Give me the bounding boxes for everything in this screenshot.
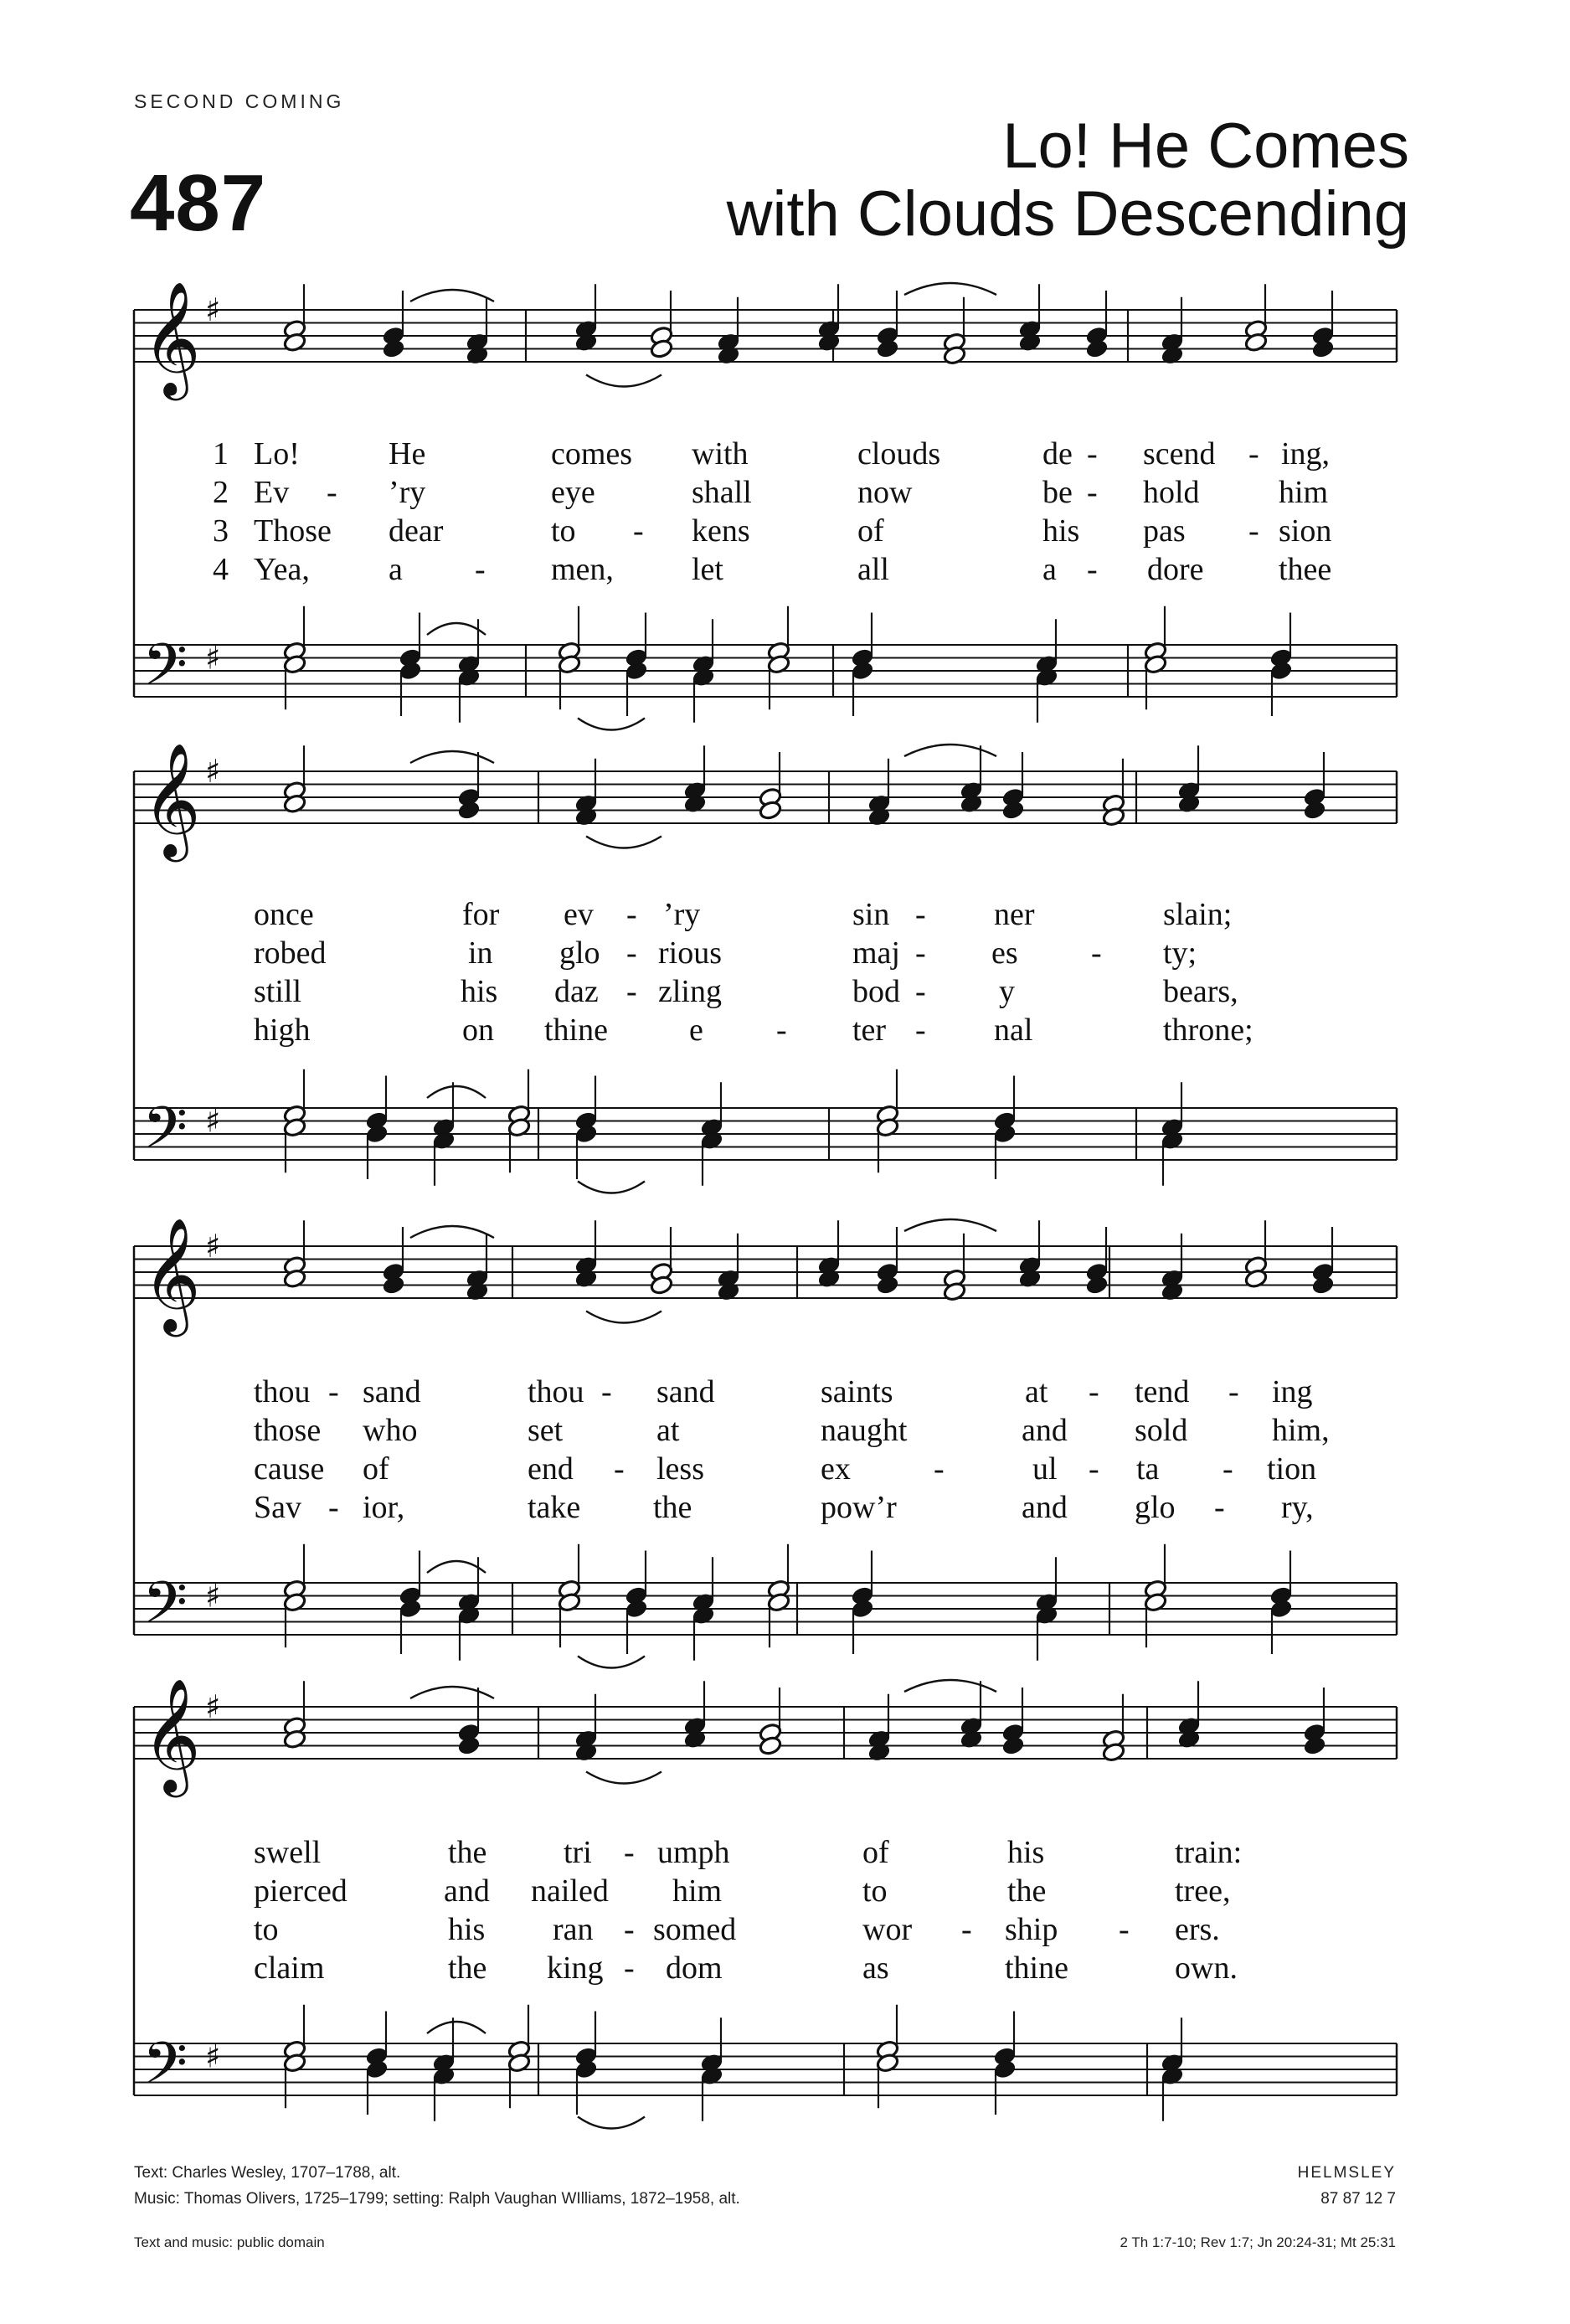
lyric-syllable: thine	[1005, 1950, 1068, 1986]
lyric-syllable: nailed	[531, 1873, 609, 1909]
lyric-syllable: with	[692, 436, 749, 471]
verse-number: 1	[213, 436, 229, 471]
treble-clef: 𝄞	[142, 1216, 201, 1332]
lyric-syllable: ev	[564, 897, 594, 932]
slur	[904, 1219, 996, 1231]
lyric-syllable: on	[462, 1013, 494, 1048]
lyric-syllable: bears,	[1163, 974, 1238, 1009]
lyric-hyphen: -	[1248, 513, 1259, 549]
lyric-syllable: to	[254, 1912, 279, 1947]
lyric-syllable: dore	[1147, 552, 1204, 587]
lyric-syllable: him	[672, 1873, 723, 1909]
lyric-syllable: end	[528, 1451, 574, 1487]
slur	[578, 1657, 645, 1668]
lyric-hyphen: -	[934, 1451, 945, 1487]
lyric-syllable: ’ry	[389, 475, 426, 510]
key-signature-sharp: ♯	[205, 291, 221, 328]
lyric-hyphen: -	[601, 1374, 612, 1409]
tune-name: HELMSLEY	[1297, 2164, 1396, 2182]
key-signature-sharp: ♯	[205, 2038, 221, 2075]
key-signature-sharp: ♯	[205, 1102, 221, 1140]
key-signature-sharp: ♯	[205, 1688, 221, 1725]
treble-clef: 𝄞	[142, 741, 201, 857]
lyric-hyphen: -	[626, 897, 637, 932]
lyric-hyphen: -	[915, 974, 926, 1009]
lyric-syllable: claim	[254, 1950, 325, 1986]
lyric-hyphen: -	[624, 1912, 635, 1947]
lyric-syllable: sold	[1135, 1413, 1188, 1448]
lyric-hyphen: -	[475, 552, 486, 587]
lyric-syllable: zling	[658, 974, 722, 1009]
slur	[427, 1561, 486, 1573]
lyric-syllable: saints	[821, 1374, 893, 1409]
hymn-number: 487	[130, 158, 267, 248]
verse-number: 2	[213, 475, 229, 510]
slur	[410, 1687, 494, 1698]
lyric-syllable: throne;	[1163, 1013, 1253, 1048]
lyric-syllable: robed	[254, 935, 327, 971]
lyric-syllable: nal	[994, 1013, 1033, 1048]
lyric-syllable: the	[1007, 1873, 1047, 1909]
lyric-syllable: y	[999, 974, 1015, 1009]
lyric-syllable: de	[1042, 436, 1073, 471]
lyric-syllable: his	[461, 974, 498, 1009]
meter: 87 87 12 7	[1320, 2190, 1396, 2208]
lyric-syllable: a	[389, 552, 403, 587]
bass-clef: 𝄢	[142, 631, 188, 713]
lyric-syllable: tend	[1135, 1374, 1190, 1409]
lyric-hyphen: -	[1228, 1374, 1239, 1409]
lyric-syllable: rious	[658, 935, 722, 971]
treble-clef: 𝄞	[142, 1677, 201, 1792]
lyric-hyphen: -	[633, 513, 644, 549]
lyric-syllable: ing	[1272, 1374, 1313, 1409]
scripture-references: 2 Th 1:7-10; Rev 1:7; Jn 20:24-31; Mt 25:31	[1120, 2234, 1396, 2250]
category-label: SECOND COMING	[134, 90, 345, 112]
lyric-syllable: and	[444, 1873, 490, 1909]
slur	[427, 1086, 486, 1098]
lyric-syllable: and	[1022, 1413, 1068, 1448]
lyric-syllable: dear	[389, 513, 444, 549]
slur	[586, 375, 661, 387]
lyric-syllable: ex	[821, 1451, 851, 1487]
lyric-syllable: tion	[1267, 1451, 1317, 1487]
lyric-syllable: in	[468, 935, 493, 971]
lyric-syllable: eye	[551, 475, 595, 510]
lyric-syllable: somed	[653, 1912, 737, 1947]
lyric-syllable: thou	[254, 1374, 311, 1409]
lyric-hyphen: -	[327, 475, 337, 510]
lyric-hyphen: -	[961, 1912, 972, 1947]
lyric-hyphen: -	[1091, 935, 1102, 971]
lyric-syllable: Lo!	[254, 436, 300, 471]
lyric-syllable: glo	[1135, 1490, 1176, 1525]
lyric-syllable: tri	[564, 1835, 592, 1870]
lyric-syllable: tree,	[1175, 1873, 1231, 1909]
lyric-hyphen: -	[1087, 475, 1098, 510]
music-credit: Music: Thomas Olivers, 1725–1799; setting: Ralph Vaughan WIlliams, 1872–1958, alt.	[134, 2190, 740, 2208]
lyric-syllable: ers.	[1175, 1912, 1220, 1947]
slur	[904, 1680, 996, 1692]
lyric-syllable: for	[462, 897, 500, 932]
lyric-syllable: king	[547, 1950, 604, 1986]
hymn-title-line-1: Lo! He Comes	[1002, 111, 1409, 182]
key-signature-sharp: ♯	[205, 1577, 221, 1615]
lyric-syllable: ner	[994, 897, 1035, 932]
lyric-syllable: ter	[852, 1013, 887, 1048]
lyric-syllable: of	[857, 513, 884, 549]
slur	[410, 1226, 494, 1238]
key-signature-sharp: ♯	[205, 639, 221, 677]
slur	[904, 283, 996, 295]
lyric-syllable: scend	[1143, 436, 1216, 471]
lyric-hyphen: -	[624, 1835, 635, 1870]
lyric-syllable: sand	[363, 1374, 421, 1409]
lyric-syllable: to	[551, 513, 576, 549]
lyric-hyphen: -	[915, 935, 926, 971]
lyric-syllable: of	[862, 1835, 889, 1870]
lyric-syllable: ship	[1005, 1912, 1058, 1947]
lyric-syllable: Ev	[254, 475, 290, 510]
lyric-syllable: take	[528, 1490, 581, 1525]
lyric-syllable: his	[1042, 513, 1080, 549]
slur	[410, 751, 494, 763]
lyric-syllable: dom	[666, 1950, 723, 1986]
text-credit: Text: Charles Wesley, 1707–1788, alt.	[134, 2164, 401, 2182]
lyric-syllable: those	[254, 1413, 322, 1448]
lyric-hyphen: -	[614, 1451, 625, 1487]
copyright-notice: Text and music: public domain	[134, 2234, 325, 2250]
lyric-syllable: es	[991, 935, 1018, 971]
verse-number: 3	[213, 513, 229, 549]
lyric-syllable: his	[448, 1912, 486, 1947]
lyric-syllable: a	[1042, 552, 1057, 587]
slur	[427, 623, 486, 635]
lyric-syllable: ta	[1136, 1451, 1160, 1487]
slur	[578, 2117, 645, 2129]
lyric-syllable: bod	[852, 974, 900, 1009]
key-signature-sharp: ♯	[205, 753, 221, 790]
lyric-hyphen: -	[1248, 436, 1259, 471]
slur	[578, 719, 645, 730]
slur	[586, 1772, 661, 1784]
lyric-syllable: train:	[1175, 1835, 1243, 1870]
lyric-syllable: pierced	[254, 1873, 347, 1909]
lyric-syllable: Those	[254, 513, 332, 549]
lyric-syllable: and	[1022, 1490, 1068, 1525]
lyric-syllable: thine	[544, 1013, 608, 1048]
lyric-syllable: cause	[254, 1451, 325, 1487]
lyric-syllable: at	[1025, 1374, 1048, 1409]
lyric-syllable: who	[363, 1413, 418, 1448]
lyric-syllable: maj	[852, 935, 900, 971]
lyric-syllable: let	[692, 552, 723, 587]
lyric-syllable: now	[857, 475, 913, 510]
lyric-hyphen: -	[1089, 1451, 1099, 1487]
lyric-syllable: e	[689, 1013, 703, 1048]
lyric-syllable: pow’r	[821, 1490, 897, 1525]
bass-clef: 𝄢	[142, 1569, 188, 1651]
lyric-syllable: of	[363, 1451, 389, 1487]
lyric-syllable: sin	[852, 897, 890, 932]
lyric-hyphen: -	[1214, 1490, 1225, 1525]
lyric-syllable: the	[448, 1950, 487, 1986]
lyric-syllable: the	[448, 1835, 487, 1870]
lyric-syllable: umph	[657, 1835, 730, 1870]
slur	[586, 1311, 661, 1323]
lyric-syllable: Sav	[254, 1490, 301, 1525]
lyric-syllable: ing,	[1281, 436, 1331, 471]
lyric-syllable: kens	[692, 513, 750, 549]
lyric-hyphen: -	[626, 935, 637, 971]
slur	[410, 290, 494, 301]
lyric-syllable: once	[254, 897, 314, 932]
lyric-hyphen: -	[626, 974, 637, 1009]
lyric-syllable: thou	[528, 1374, 584, 1409]
lyric-syllable: sion	[1279, 513, 1332, 549]
lyric-syllable: daz	[554, 974, 599, 1009]
lyric-syllable: He	[389, 436, 426, 471]
treble-clef: 𝄞	[142, 280, 201, 395]
lyric-hyphen: -	[1089, 1374, 1099, 1409]
lyric-syllable: hold	[1143, 475, 1200, 510]
lyric-syllable: as	[862, 1950, 889, 1986]
lyric-hyphen: -	[1223, 1451, 1233, 1487]
lyric-syllable: to	[862, 1873, 888, 1909]
lyric-syllable: Yea,	[254, 552, 310, 587]
lyric-syllable: ran	[553, 1912, 594, 1947]
slur	[578, 1182, 645, 1193]
hymn-title-line-2: with Clouds Descending	[726, 178, 1409, 250]
lyric-syllable: ty;	[1163, 935, 1197, 971]
lyric-syllable: comes	[551, 436, 633, 471]
lyric-syllable: thee	[1279, 552, 1332, 587]
lyric-syllable: ior,	[363, 1490, 405, 1525]
lyric-syllable: wor	[862, 1912, 913, 1947]
lyric-syllable: at	[656, 1413, 680, 1448]
lyric-hyphen: -	[915, 1013, 926, 1048]
lyric-syllable: shall	[692, 475, 752, 510]
lyric-hyphen: -	[328, 1374, 339, 1409]
lyric-hyphen: -	[328, 1490, 339, 1525]
lyric-hyphen: -	[624, 1950, 635, 1986]
lyric-syllable: ’ry	[663, 897, 701, 932]
lyric-syllable: own.	[1175, 1950, 1238, 1986]
lyric-syllable: ry,	[1281, 1490, 1314, 1525]
lyric-syllable: set	[528, 1413, 564, 1448]
lyric-syllable: the	[653, 1490, 692, 1525]
lyric-hyphen: -	[1087, 552, 1098, 587]
lyric-hyphen: -	[1087, 436, 1098, 471]
lyric-syllable: slain;	[1163, 897, 1233, 932]
lyric-syllable: ul	[1032, 1451, 1058, 1487]
lyric-syllable: still	[254, 974, 302, 1009]
bass-clef: 𝄢	[142, 2029, 188, 2111]
lyric-syllable: pas	[1143, 513, 1186, 549]
lyric-syllable: all	[857, 552, 889, 587]
lyric-syllable: sand	[656, 1374, 715, 1409]
lyric-hyphen: -	[915, 897, 926, 932]
lyric-syllable: swell	[254, 1835, 322, 1870]
verse-number: 4	[213, 552, 229, 587]
key-signature-sharp: ♯	[205, 1228, 221, 1265]
slur	[904, 745, 996, 756]
lyric-syllable: him	[1279, 475, 1329, 510]
lyric-syllable: less	[656, 1451, 704, 1487]
lyric-syllable: his	[1007, 1835, 1045, 1870]
lyric-syllable: clouds	[857, 436, 941, 471]
slur	[586, 837, 661, 848]
lyric-syllable: naught	[821, 1413, 908, 1448]
lyric-syllable: high	[254, 1013, 311, 1048]
lyric-syllable: men,	[551, 552, 614, 587]
lyric-syllable: be	[1042, 475, 1073, 510]
lyric-syllable: him,	[1272, 1413, 1330, 1448]
lyric-hyphen: -	[776, 1013, 787, 1048]
bass-clef: 𝄢	[142, 1094, 188, 1176]
lyric-syllable: glo	[559, 935, 600, 971]
lyric-hyphen: -	[1119, 1912, 1130, 1947]
slur	[427, 2022, 486, 2033]
